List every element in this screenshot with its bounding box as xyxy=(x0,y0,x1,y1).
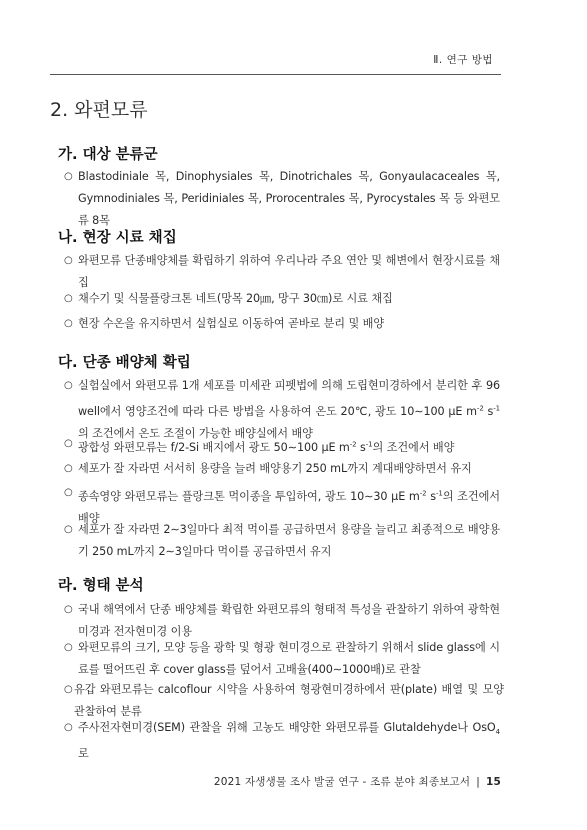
bullet-icon: ○ xyxy=(64,380,73,391)
list-item-text: Blastodiniale 목, Dinophysiales 목, Dinotrichales 목, Gonyaulacaceales 목, Gymnodiniales 목, Peridiniales 목, Prorocentrales 목, Pyrocystales 목 등 와편모류 8목 xyxy=(78,170,500,227)
text-part: 실험실에서 와편모류 1개 세포를 미세관 피펫법에 의해 도립현미경하에서 분리한 후 96 well에서 영양조건에 따라 다른 방법을 사용하여 온도 20℃, 광도 10∼100 μE $m^{-2}$ $s^{-1}$의 조건에서 온도 조절이 가능한 배양실에서 배양 xyxy=(78,379,501,440)
list-item xyxy=(64,313,500,335)
list-item xyxy=(64,519,500,563)
bullet-icon: ○ xyxy=(64,463,73,474)
report-title: 2021 자생생물 조사 발굴 연구 - 조류 분야 최종보고서 xyxy=(213,776,471,788)
section-title: 가. 대상 분류군 xyxy=(58,147,158,163)
running-header-label: Ⅱ. 연구 방법 xyxy=(433,54,493,66)
list-item xyxy=(64,637,500,681)
list-item-text: 채수기 및 식물플랑크톤 네트(망목 20㎛, 망구 30㎝)로 시료 채집 xyxy=(78,292,393,305)
list-item-text: 와편모류의 크기, 모양 등을 광학 및 형광 현미경으로 관찰하기 위해서 slide glass에 시료를 떨어뜨린 후 cover glass를 덮어서 고배율(400∼1000배)로 관찰 xyxy=(78,641,500,676)
bullet-icon: ○ xyxy=(64,684,73,695)
list-item-text: 세포가 잘 자라면 서서히 용량을 늘려 배양용기 250 mL까지 계대배양하면서 유지 xyxy=(78,462,472,475)
list-item-text: 주사전자현미경(SEM) 관찰을 위해 고농도 배양한 와편모류를 Glutaldehyde나 OsO$_4$로 xyxy=(78,721,500,761)
bullet-icon: ○ xyxy=(64,318,73,329)
bullet-icon: ○ xyxy=(64,487,73,498)
list-item-text: 국내 해역에서 단종 배양체를 확립한 와편모류의 형태적 특성을 관찰하기 위하여 광학현미경과 전자현미경 이용 xyxy=(78,603,500,638)
list-item-text: 세포가 잘 자라면 2∼3일마다 최적 먹이를 공급하면서 용량을 늘리고 최종적으로 배양용기 250 mL까지 2∼3일마다 먹이를 공급하면서 유지 xyxy=(78,523,500,558)
bullet-icon: ○ xyxy=(64,524,73,535)
list-item-text: 와편모류 단종배양체를 확립하기 위하여 우리나라 주요 연안 및 해변에서 현장시료를 채집 xyxy=(78,254,500,289)
section-title: 다. 단종 배양체 확립 xyxy=(58,355,191,371)
bullet-icon: ○ xyxy=(64,255,73,266)
section-title: 라. 형태 분석 xyxy=(58,578,144,594)
list-item-text: 광합성 와편모류는 f/2-Si 배지에서 광도 50∼100 μE $m^{-2}$ $s^{-1}$의 조건에서 배양 xyxy=(78,440,455,454)
bullet-icon: ○ xyxy=(64,722,73,733)
page-number: 15 xyxy=(485,776,501,788)
list-item xyxy=(64,166,500,232)
list-item xyxy=(64,433,500,459)
list-item xyxy=(64,717,500,765)
list-item-text: 유갑 와편모류는 calcoflour 시약을 사용하여 형광현미경하에서 판(plate) 배열 및 모양 관찰하여 분류 xyxy=(74,683,504,718)
list-item-text: 종속영양 와편모류는 플랑크톤 먹이종을 투입하여, 광도 10∼30 μE $m^{-2}$ $s^{-1}$의 조건에서 배양 xyxy=(78,489,500,525)
list-item-text xyxy=(78,379,500,440)
list-item xyxy=(64,288,500,310)
bullet-icon: ○ xyxy=(64,293,73,304)
bullet-icon: ○ xyxy=(64,171,73,182)
section-title: 나. 현장 시료 채집 xyxy=(58,230,177,246)
header-rule xyxy=(50,74,501,75)
bullet-icon: ○ xyxy=(64,438,73,449)
list-item-text: 현장 수온을 유지하면서 실험실로 이동하여 곧바로 분리 및 배양 xyxy=(78,317,385,330)
list-item xyxy=(64,458,500,480)
page-footer xyxy=(214,774,501,789)
bullet-icon: ○ xyxy=(64,642,73,653)
footer-separator: | xyxy=(476,776,480,788)
bullet-icon: ○ xyxy=(64,604,73,615)
chapter-title: 2. 와편모류 xyxy=(50,99,148,121)
